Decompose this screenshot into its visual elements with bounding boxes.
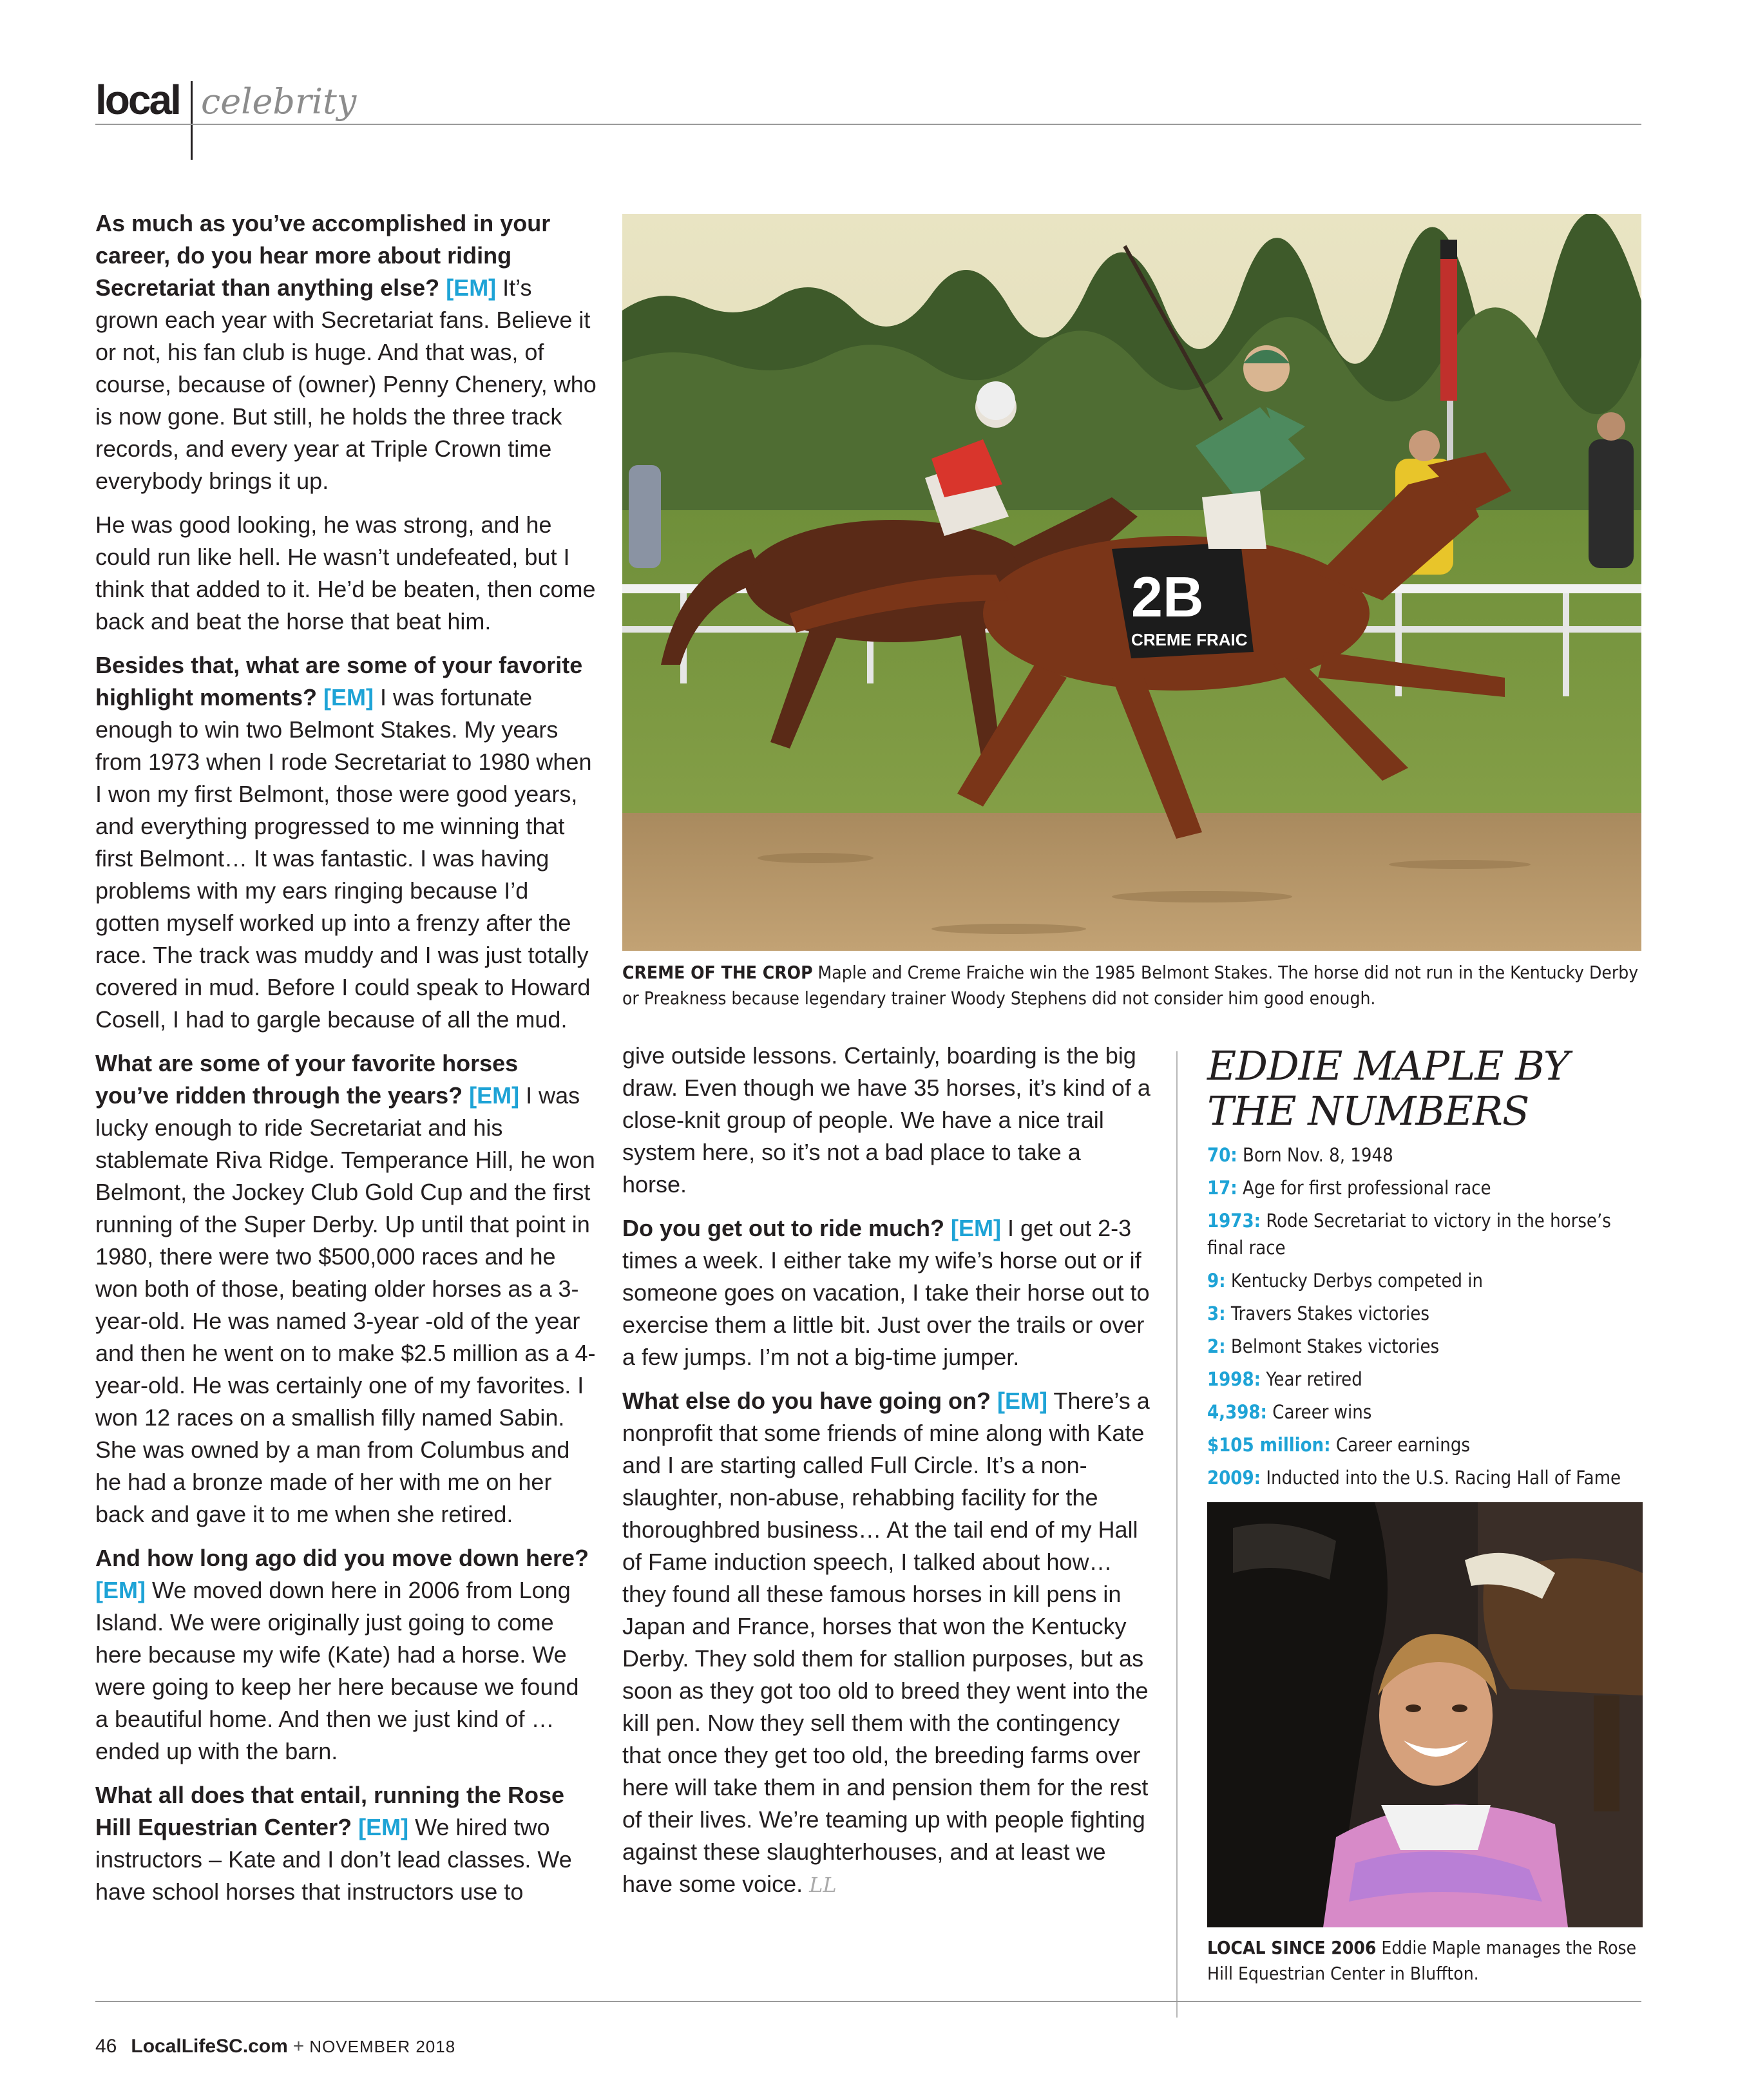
- caption-lead: LOCAL SINCE 2006: [1207, 1937, 1377, 1958]
- paragraph: [622, 1212, 1151, 1373]
- paragraph: [95, 1542, 598, 1768]
- question: What are some of your favorite horses you’ve ridden through the years?: [95, 1050, 519, 1109]
- stat-key: 3:: [1207, 1303, 1226, 1324]
- stat-item: [1207, 1431, 1645, 1458]
- paragraph: give outside lessons. Certainly, boarding is the big draw. Even though we have 35 horses, it’s kind of a close-knit group of people. We have a nice trail system here, so it’s not a bad place to take a horse.: [622, 1042, 1151, 1198]
- answer: We hired two instructors – Kate and I don’t lead classes. We have school horses that instructors use to: [95, 1814, 572, 1905]
- stat-value: Travers Stakes victories: [1225, 1303, 1429, 1324]
- question: As much as you’ve accomplished in your career, do you hear more about riding Secretariat than anything else?: [95, 210, 551, 301]
- saddlecloth-number: 2B: [1131, 565, 1204, 629]
- footer-rule: [95, 2001, 1641, 2002]
- stat-value: Year retired: [1261, 1368, 1362, 1390]
- question: What else do you have going on?: [622, 1388, 991, 1414]
- header-rule: [95, 124, 1641, 125]
- question: And how long ago did you move down here?: [95, 1545, 589, 1571]
- caption-text: Maple and Creme Fraiche win the 1985 Belmont Stakes. The horse did not run in the Kentucky Derby or Preakness because legendary trainer Woody Stephens did not consider him good enough.: [622, 962, 1639, 1009]
- stat-value: Career earnings: [1330, 1434, 1471, 1456]
- race-photo: [622, 214, 1641, 951]
- stat-value: Born Nov. 8, 1948: [1237, 1144, 1393, 1166]
- stat-item: [1207, 1398, 1645, 1426]
- website-link[interactable]: LocalLifeSC.com: [131, 2036, 288, 2057]
- stat-item: [1207, 1174, 1645, 1201]
- speaker-tag: [EM]: [997, 1388, 1048, 1414]
- stat-item: [1207, 1141, 1645, 1169]
- section-label: local: [95, 77, 180, 123]
- answer: It’s grown each year with Secretariat fans. Believe it or not, his fan club is huge. And that was, of course, because of (owner) Penny Chenery, who is now gone. But still, he holds the three track records, and every year at Triple Crown time everybody brings it up.: [95, 274, 597, 494]
- stat-key: 17:: [1207, 1177, 1237, 1199]
- issue-date: NOVEMBER 2018: [309, 2037, 456, 2056]
- stat-key: 1998:: [1207, 1368, 1261, 1390]
- paragraph: He was good looking, he was strong, and he could run like hell. He wasn’t undefeated, but I think that added to it. He’d be beaten, then come back and beat the horse that beat him.: [95, 511, 596, 635]
- stat-value: Rode Secretariat to victory in the horse’s final race: [1207, 1210, 1611, 1259]
- paragraph: [95, 207, 598, 497]
- stat-value: Inducted into the U.S. Racing Hall of Fame: [1261, 1467, 1621, 1489]
- sidebar-title: EDDIE MAPLE BY THE NUMBERS: [1207, 1042, 1569, 1134]
- stat-key: 4,398:: [1207, 1401, 1267, 1423]
- section-divider: [191, 81, 193, 160]
- speaker-tag: [EM]: [95, 1577, 146, 1603]
- speaker-tag: [EM]: [323, 684, 374, 711]
- question: Do you get out to ride much?: [622, 1215, 944, 1241]
- stat-key: 2009:: [1207, 1467, 1261, 1489]
- answer: There’s a nonprofit that some friends of mine along with Kate and I are starting called Full Circle. It’s a non-slaughter, non-abuse, rehabbing facility for the thoroughbred business… At the tail end of my Hall of Fame induction speech, I talked about how… they found all these famous horses in kill pens in Japan and France, horses that won the Kentucky Derby. They sold them for stallion purposes, but as soon as they got too old to breed they went into the kill pen. Now they sell them with the contingency that once they get too old, the breeding farms over here will take them in and pension them for the rest of their lives. We’re teaming up with people fighting against these slaughterhouses, and at least we have some voice.: [622, 1388, 1150, 1897]
- footer: [95, 2036, 455, 2057]
- stat-item: [1207, 1267, 1645, 1294]
- page-number: 46: [95, 2036, 117, 2057]
- answer: I was lucky enough to ride Secretariat and his stablemate Riva Ridge. Temperance Hill, he won Belmont, the Jockey Club Gold Cup and the first running of the Super Derby. Up until that point in 1980, there were two $500,000 races and he won both of those, beating older horses as a 3-year-old. He was named 3-year -old of the year and then he went on to make $2.5 million as a 4-year-old. He was certainly one of my favorites. I won 12 races on a smallish filly named Sabin. She was owned by a man from Columbus and he had a bronze made of her with me on her back and gave it to me when she retired.: [95, 1082, 596, 1527]
- stat-value: Belmont Stakes victories: [1225, 1335, 1440, 1357]
- stat-key: 1973:: [1207, 1210, 1261, 1232]
- race-photo-illustration: [622, 214, 1641, 951]
- portrait-caption: [1207, 1935, 1645, 1987]
- stat-item: [1207, 1300, 1645, 1327]
- main-photo-caption: [622, 960, 1647, 1011]
- portrait-photo: [1207, 1502, 1643, 1927]
- stat-key: $105 million:: [1207, 1434, 1331, 1456]
- stat-item: [1207, 1333, 1645, 1360]
- stat-item: [1207, 1464, 1645, 1491]
- answer: We moved down here in 2006 from Long Island. We were originally just going to come here because my wife (Kate) had a horse. We were going to keep her here because we found a beautiful home. And then we just kind of … ended up with the barn.: [95, 1577, 579, 1764]
- stat-item: [1207, 1366, 1645, 1393]
- stat-key: 9:: [1207, 1270, 1226, 1292]
- sidebar-divider: [1176, 1051, 1178, 2018]
- speaker-tag: [EM]: [469, 1082, 520, 1109]
- saddlecloth-name: CREME FRAIC: [1131, 630, 1248, 649]
- stat-value: Kentucky Derbys competed in: [1225, 1270, 1484, 1292]
- stats-list: [1207, 1141, 1645, 1497]
- stat-key: 70:: [1207, 1144, 1237, 1166]
- end-mark: LL: [809, 1873, 837, 1897]
- subsection-label: celebrity: [201, 81, 357, 122]
- stat-value: Career wins: [1266, 1401, 1372, 1423]
- stat-key: 2:: [1207, 1335, 1226, 1357]
- stat-value: Age for first professional race: [1237, 1177, 1491, 1199]
- paragraph: [95, 1779, 598, 1908]
- caption-text: Eddie Maple manages the Rose Hill Equestrian Center in Bluffton.: [1207, 1937, 1637, 1984]
- speaker-tag: [EM]: [446, 274, 497, 301]
- paragraph: [95, 1047, 598, 1531]
- answer: I get out 2-3 times a week. I either take my wife’s horse out or if someone goes on vacation, I take their horse out to exercise them a little bit. Just over the trails or over a few jumps. I’m not a big-time jumper.: [622, 1215, 1150, 1370]
- paragraph: [622, 1385, 1151, 1901]
- article-column-1: [95, 207, 598, 1920]
- stat-item: [1207, 1207, 1645, 1261]
- caption-lead: CREME OF THE CROP: [622, 962, 813, 983]
- article-column-2: [622, 1040, 1151, 1913]
- speaker-tag: [EM]: [358, 1814, 409, 1840]
- speaker-tag: [EM]: [951, 1215, 1001, 1241]
- question: What all does that entail, running the Rose Hill Equestrian Center?: [95, 1782, 565, 1840]
- question: Besides that, what are some of your favorite highlight moments?: [95, 652, 583, 711]
- portrait-photo-illustration: [1207, 1502, 1643, 1927]
- answer: I was fortunate enough to win two Belmont Stakes. My years from 1973 when I rode Secretariat to 1980 when I won my first Belmont, those were good years, and everything progressed to me winning that first Belmont… It was fantastic. I was having problems with my ears ringing because I’d gotten myself worked up into a frenzy after the race. The track was muddy and I was just totally covered in mud. Before I could speak to Howard Cosell, I had to gargle because of all the mud.: [95, 684, 592, 1033]
- paragraph: [95, 649, 598, 1036]
- footer-separator: +: [292, 2036, 305, 2057]
